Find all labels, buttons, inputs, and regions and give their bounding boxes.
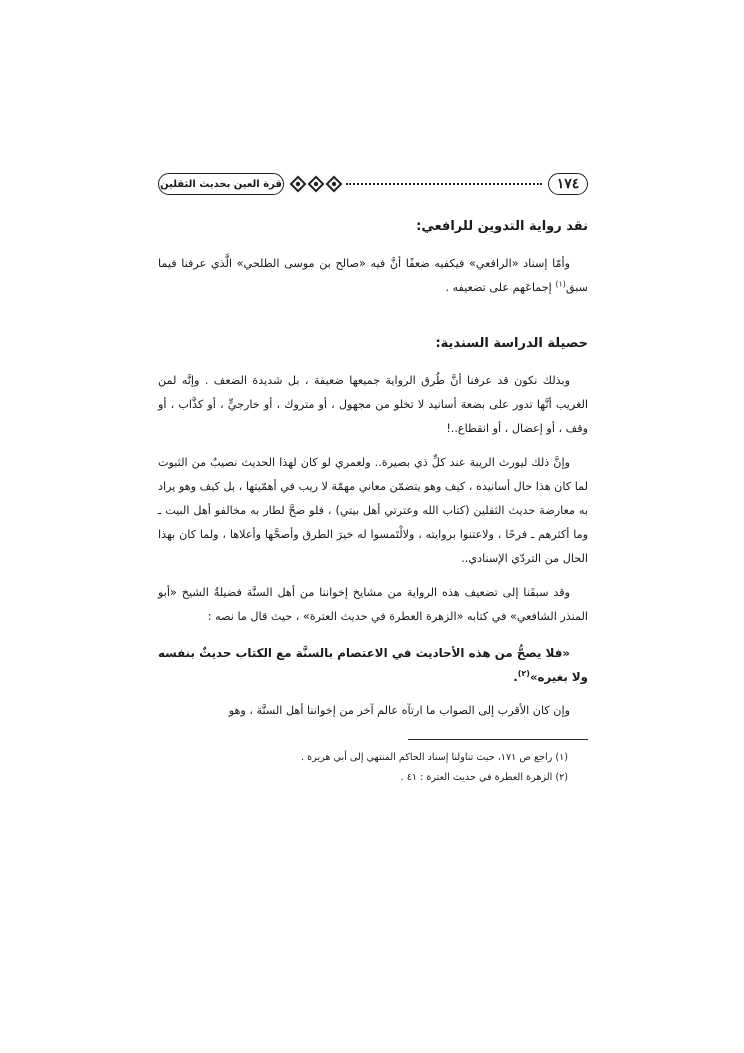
footnote-ref-1[interactable]: (١) <box>555 279 566 289</box>
page-number: ١٧٤ <box>548 173 588 195</box>
paragraph-summary-3: وقد سبقَنا إلى تضعيف هذه الرواية من مشايخ إخواننا من أهل السنَّة فضيلةُ الشيخ «أبو المنذر الشافعي» في كتابه «الزهرة العطرة في حديث العترة» ، حيث قال ما نصه : <box>158 586 588 623</box>
paragraph-summary-2: وإنَّ ذلك ليورث الريبة عند كلِّ ذي بصيرة.. ولعمري لو كان لهذا الحديث نصيبٌ من الثبوت لما كان هذا حال أسانيده ، كيف وهو يتضمّن معاني مهمّة لا ريب في أهمّيتها ، بل كيف وهو يراد به معارضة حديث الثقلين (كتاب الله وعترتي أهل بيتي) ، فلو صحَّ لطار به مخالفو أهل البيت ـ وما أكثرهم ـ فرحًا ، ولاعتنوا بروايته ، ولالْتَمسوا له خيرَ الطرق وأصحَّها وأعلاها ، ولما كان بهذا الحال من التردّي الإسنادي.. <box>158 456 588 565</box>
header-ornament-icon <box>288 174 344 194</box>
footnote-ref-2[interactable]: (٢) <box>517 669 530 679</box>
paragraph-critique <box>158 252 588 300</box>
quoted-text <box>158 641 588 689</box>
quote-end: . <box>513 670 518 684</box>
header-dotted-rule <box>346 183 542 185</box>
section-heading-summary: حصيلة الدراسة السندية: <box>435 336 588 351</box>
paragraph-summary-1: وبذلك نكون قد عرفنا أنَّ طُرق الرواية جميعها ضعيفة ، بل شديدة الضعف . وإنَّه لمن الغريب أنَّها تدور على بضعة أسانيد لا تخلو من مجهول ، أو متروك ، أو خارجيٍّ ، أو كذَّاب ، أو وقف ، أو إعضال ، أو انقطاع..! <box>158 374 588 435</box>
book-title: قرة العين بحديث الثقلين <box>158 173 284 195</box>
paragraph-text-end: إجماعَهم على تضعيفه . <box>445 281 556 294</box>
footnote-2: (٢) الزهرة العطرة في حديث العترة : ٤١ . <box>400 772 568 783</box>
book-page <box>158 173 588 788</box>
page-header <box>158 173 588 195</box>
section-heading-critique: نقد رواية التدوين للرافعي: <box>416 219 588 234</box>
paragraph-summary-4: وإن كان الأقرب إلى الصواب ما ارتآه عالم آخر من إخواننا أهل السنَّة ، وهو <box>228 704 570 717</box>
page-body <box>158 219 588 788</box>
paragraph-text: وأمّا إسناد «الرافعي» فيكفيه ضعفًا أنَّ فيه «صالح بن موسى الطلحي» الَّذي عرفنا فيما سبق <box>158 257 588 294</box>
footnote-1: (١) راجع ص ١٧١، حيث تناولنا إسناد الحاكم المنتهي إلى أبي هريرة . <box>301 752 568 763</box>
footnote-divider <box>408 739 588 740</box>
quote-body: «فلا يصحُّ من هذه الأحاديث في الاعتصام بالسنَّة مع الكتاب حديثٌ بنفسه ولا بغيره» <box>158 646 588 684</box>
